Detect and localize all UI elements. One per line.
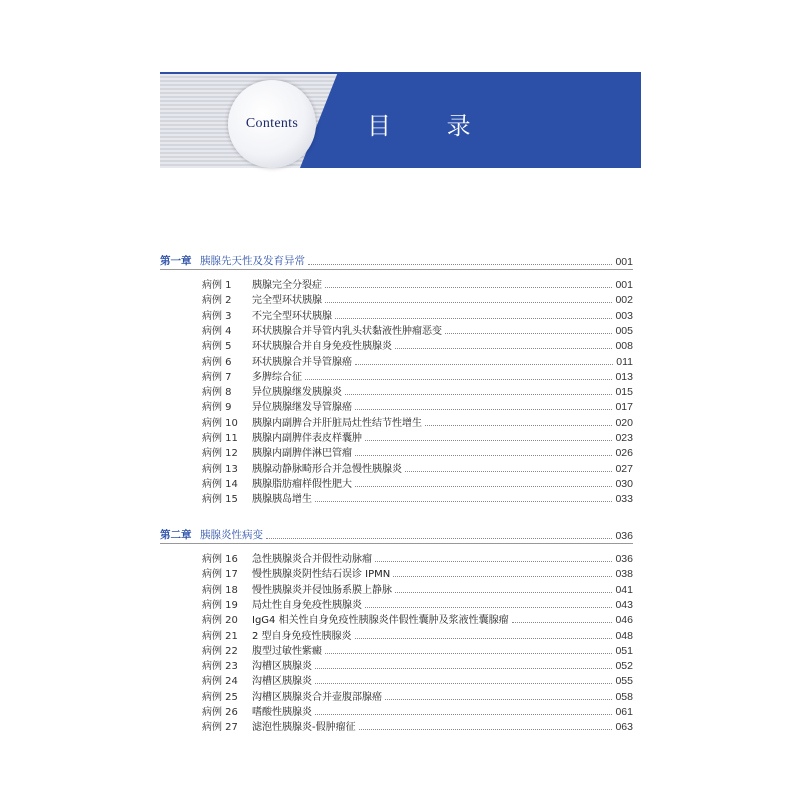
case-row[interactable]: [160, 596, 633, 611]
leader-dots: [425, 425, 612, 426]
leader-dots: [355, 486, 612, 487]
case-row[interactable]: [160, 565, 633, 580]
case-title: 胰腺完全分裂症: [252, 280, 322, 291]
banner-top-line: [160, 72, 641, 74]
case-row[interactable]: [160, 642, 633, 657]
chapter-rule: [160, 543, 633, 544]
leader-dots: [365, 440, 612, 441]
case-title: 胰腺脂肪瘤样假性肥大: [252, 478, 352, 490]
case-number: 病例 7: [202, 371, 232, 383]
case-row[interactable]: [160, 688, 633, 703]
leader-dots: [315, 714, 612, 715]
case-title: 环状胰腺合并导管内乳头状黏液性肿瘤恶变: [252, 325, 442, 337]
case-row[interactable]: [160, 657, 633, 672]
case-row[interactable]: [160, 627, 633, 642]
case-title: 多脾综合征: [252, 371, 302, 383]
case-page-number: 048: [615, 629, 633, 642]
chapter-page-number: 001: [615, 256, 633, 268]
case-page-number: 033: [615, 493, 633, 506]
case-title: 嗜酸性胰腺炎: [252, 707, 312, 718]
case-number: 病例 2: [202, 295, 232, 307]
case-number: 病例 12: [202, 448, 238, 460]
case-number: 病例 10: [202, 417, 238, 429]
case-page-number: 043: [615, 598, 633, 611]
case-number: 病例 5: [202, 341, 232, 353]
case-page-number: 055: [615, 675, 633, 688]
case-page-number: 003: [615, 309, 633, 322]
case-title: 胰腺胰岛增生: [252, 494, 312, 506]
case-number: 病例 17: [202, 569, 238, 581]
leader-dots: [355, 455, 612, 456]
chapter-rule: [160, 269, 633, 270]
leader-dots: [395, 592, 612, 593]
chapter-title: 胰腺炎性病变: [200, 529, 263, 541]
leader-dots: [395, 348, 612, 349]
case-number: 病例 25: [202, 691, 238, 703]
case-title: 完全型环状胰腺: [252, 295, 322, 307]
case-title: 慢性胰腺炎阴性结石误诊 IPMN: [252, 569, 391, 581]
case-row[interactable]: [160, 581, 633, 596]
case-number: 病例 22: [202, 645, 238, 657]
case-number: 病例 1: [202, 280, 232, 291]
leader-dots: [355, 638, 613, 639]
case-title: 胰腺内副脾伴淋巴管瘤: [252, 448, 352, 460]
leader-dots: [315, 683, 612, 684]
case-number: 病例 24: [202, 676, 238, 688]
case-row[interactable]: [160, 611, 633, 626]
case-number: 病例 8: [202, 387, 232, 399]
leader-dots: [325, 287, 612, 288]
case-page-number: 013: [615, 370, 633, 383]
case-page-number: 002: [615, 294, 633, 307]
case-page-number: 020: [615, 416, 633, 429]
case-page-number: 041: [615, 583, 633, 596]
case-title: 胰腺内副脾伴表皮样囊肿: [252, 433, 362, 444]
contents-circle: [228, 80, 316, 168]
case-number: 病例 16: [202, 554, 238, 565]
leader-dots: [365, 607, 612, 608]
case-title: 异位胰腺继发导管腺癌: [252, 402, 352, 414]
case-page-number: 058: [615, 690, 633, 703]
leader-dots: [335, 318, 612, 319]
leader-dots: [325, 653, 612, 654]
leader-dots: [405, 471, 612, 472]
case-row[interactable]: [160, 337, 633, 352]
case-title: 局灶性自身免疫性胰腺炎: [252, 599, 362, 611]
chapter-number: 第二章: [160, 529, 192, 541]
case-row[interactable]: [160, 398, 633, 413]
case-title: 不完全型环状胰腺: [252, 310, 332, 322]
case-title: 2 型自身免疫性胰腺炎: [252, 630, 352, 642]
case-title: IgG4 相关性自身免疫性胰腺炎伴假性囊肿及浆液性囊腺瘤: [252, 615, 509, 627]
leader-dots: [266, 538, 612, 539]
case-number: 病例 23: [202, 661, 238, 673]
case-title: 沟槽区胰腺炎: [252, 676, 312, 688]
case-number: 病例 13: [202, 463, 238, 475]
leader-dots: [512, 622, 613, 623]
case-row[interactable]: [160, 291, 633, 306]
leader-dots: [385, 699, 612, 700]
case-row[interactable]: [160, 322, 633, 337]
case-number: 病例 18: [202, 584, 238, 596]
case-number: 病例 26: [202, 707, 238, 718]
case-page-number: 008: [615, 340, 633, 353]
case-page-number: 030: [615, 477, 633, 490]
chapter-title: 胰腺先天性及发育异常: [200, 255, 305, 267]
contents-banner: [160, 72, 641, 168]
chapter-page-number: 036: [615, 530, 633, 542]
case-number: 病例 20: [202, 615, 238, 627]
case-row[interactable]: [160, 368, 633, 383]
case-row[interactable]: [160, 490, 633, 505]
case-number: 病例 6: [202, 356, 232, 368]
leader-dots: [315, 668, 612, 669]
case-title: 沟槽区胰腺炎合并壶腹部腺癌: [252, 691, 382, 703]
case-row[interactable]: [160, 414, 633, 429]
leader-dots: [308, 264, 612, 265]
case-number: 病例 9: [202, 402, 232, 414]
case-page-number: 015: [615, 386, 633, 399]
leader-dots: [325, 302, 612, 303]
case-page-number: 026: [615, 447, 633, 460]
case-page-number: 063: [615, 721, 633, 734]
case-number: 病例 19: [202, 599, 238, 611]
case-title: 异位胰腺继发胰腺炎: [252, 387, 342, 399]
leader-dots: [355, 409, 612, 410]
case-page-number: 017: [615, 401, 633, 414]
case-row[interactable]: [160, 383, 633, 398]
case-number: 病例 15: [202, 494, 238, 506]
page-title: 目 录: [367, 112, 495, 140]
leader-dots: [355, 364, 613, 365]
case-title: 慢性胰腺炎并侵蚀肠系膜上静脉: [252, 584, 392, 596]
case-page-number: 027: [615, 462, 633, 475]
chapter-number: 第一章: [160, 255, 192, 267]
case-page-number: 023: [615, 432, 633, 444]
case-title: 胰腺动静脉畸形合并急慢性胰腺炎: [252, 463, 402, 475]
case-row[interactable]: [160, 307, 633, 322]
leader-dots: [345, 394, 612, 395]
leader-dots: [305, 379, 612, 380]
case-number: 病例 11: [202, 433, 238, 444]
case-row[interactable]: [160, 703, 633, 718]
case-number: 病例 14: [202, 478, 238, 490]
leader-dots: [445, 333, 612, 334]
case-page-number: 052: [615, 660, 633, 673]
case-title: 腹型过敏性紫癜: [252, 645, 322, 657]
leader-dots: [315, 501, 612, 502]
case-page-number: 038: [615, 568, 633, 581]
contents-label: Contents: [245, 116, 299, 131]
case-row[interactable]: [160, 475, 633, 490]
case-number: 病例 21: [202, 630, 238, 642]
case-page-number: 046: [615, 614, 633, 627]
chapter-row[interactable]: [160, 527, 633, 542]
case-number: 病例 4: [202, 325, 232, 337]
case-title: 胰腺内副脾合并肝脏局灶性结节性增生: [252, 417, 422, 429]
case-page-number: 001: [615, 279, 633, 291]
leader-dots: [393, 576, 612, 577]
case-row[interactable]: [160, 550, 633, 565]
case-row[interactable]: [160, 444, 633, 459]
case-row[interactable]: [160, 460, 633, 475]
case-title: 沟槽区胰腺炎: [252, 661, 312, 673]
case-row[interactable]: [160, 276, 633, 291]
case-page-number: 005: [615, 324, 633, 337]
case-number: 病例 3: [202, 310, 232, 322]
case-title: 环状胰腺合并自身免疫性胰腺炎: [252, 341, 392, 353]
case-row[interactable]: [160, 718, 633, 733]
leader-dots: [375, 561, 612, 562]
case-title: 急性胰腺炎合并假性动脉瘤: [252, 554, 372, 565]
case-title: 环状胰腺合并导管腺癌: [252, 356, 352, 368]
leader-dots: [359, 729, 613, 730]
case-row[interactable]: [160, 353, 633, 368]
case-page-number: 061: [615, 706, 633, 718]
chapter-row[interactable]: [160, 253, 633, 268]
case-page-number: 036: [615, 553, 633, 565]
case-page-number: 051: [615, 644, 633, 657]
case-number: 病例 27: [202, 722, 238, 734]
case-row[interactable]: [160, 672, 633, 687]
case-page-number: 011: [616, 355, 633, 368]
case-row[interactable]: [160, 429, 633, 444]
case-title: 滤泡性胰腺炎-假肿瘤征: [252, 722, 356, 734]
